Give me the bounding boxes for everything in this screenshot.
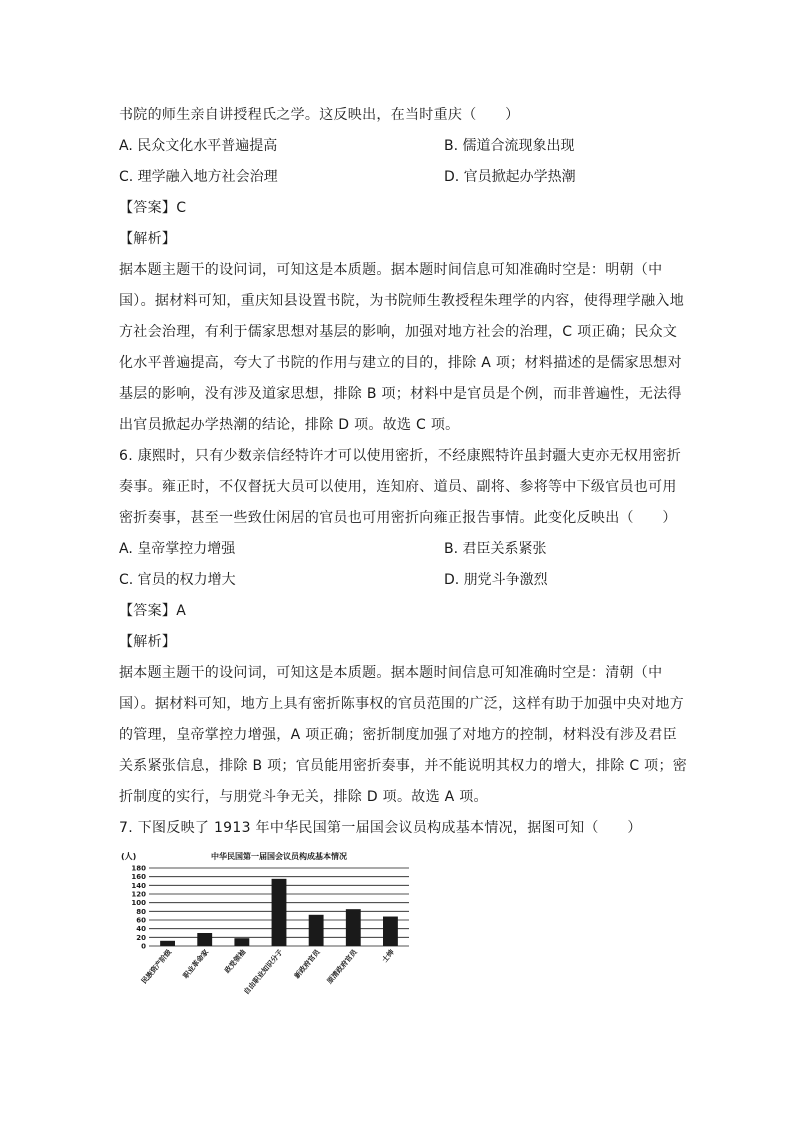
y-tick-label: 20 <box>136 933 146 942</box>
analysis-line: 出官员掀起办学热潮的结论，排除 D 项。故选 C 项。 <box>119 417 460 433</box>
y-tick-label: 0 <box>141 942 146 951</box>
question-6-stem-line: 奏事。雍正时，不仅督抚大员可以使用，连知府、道员、副将、参将等中下级官员也可用 <box>119 479 677 495</box>
x-tick-label: 自由职业知识分子 <box>242 948 285 997</box>
y-axis-label: (人) <box>121 852 137 861</box>
analysis-line: 基层的影响，没有涉及道家思想，排除 B 项；材料中是官员是个例，而非普遍性，无法得 <box>119 386 682 402</box>
question-5-analysis-label: 【解析】 <box>119 231 177 247</box>
question-5-options-row-2 <box>119 162 679 193</box>
y-tick-label: 160 <box>131 873 146 882</box>
option-a[interactable]: A. 皇帝掌控力增强 <box>119 541 236 557</box>
analysis-line: 折制度的实行，与朋党斗争无关，排除 D 项。故选 A 项。 <box>119 789 488 805</box>
y-tick-label: 140 <box>131 881 146 890</box>
bar-1 <box>160 941 175 946</box>
y-tick-label: 180 <box>131 864 146 873</box>
analysis-line: 方社会治理，有利于儒家思想对基层的影响，加强对地方社会的治理，C 项正确；民众文 <box>119 324 678 340</box>
question-6-options-row-1 <box>119 534 679 565</box>
option-d[interactable]: D. 官员掀起办学热潮 <box>444 169 576 185</box>
x-tick-label: 民族资产阶级 <box>139 948 174 986</box>
y-tick-label: 40 <box>136 925 146 934</box>
x-tick-label: 士绅 <box>380 948 396 965</box>
chart-title: 中华民国第一届国会议员构成基本情况 <box>211 852 347 861</box>
question-5-answer: 【答案】C <box>119 200 187 216</box>
question-7-stem: 7. 下图反映了 1913 年中华民国第一届国会议员构成基本情况，据图可知（ ） <box>119 820 642 836</box>
y-tick-label: 120 <box>131 890 146 899</box>
y-tick-label: 100 <box>131 899 146 908</box>
bar-chart-svg <box>119 848 419 998</box>
analysis-line: 据本题主题干的设问词，可知这是本质题。据本题时间信息可知准确时空是：明朝（中 <box>119 262 663 278</box>
question-5-stem: 书院的师生亲自讲授程氏之学。这反映出，在当时重庆（ ） <box>119 107 520 123</box>
y-tick-labels <box>131 865 146 951</box>
analysis-line: 的管理，皇帝掌控力增强，A 项正确；密折制度加强了对地方的控制，材料没有涉及君臣 <box>119 727 678 743</box>
bars <box>160 879 398 946</box>
analysis-line: 关系紧张信息，排除 B 项；官员能用密折奏事，并不能说明其权力的增大，排除 C 项；密 <box>119 758 688 774</box>
analysis-line: 国）。据材料可知，地方上具有密折陈事权的官员范围的广泛，这样有助于加强中央对地方 <box>119 696 684 712</box>
option-b[interactable]: B. 儒道合流现象出现 <box>444 138 575 154</box>
option-d[interactable]: D. 朋党斗争激烈 <box>444 572 548 588</box>
x-tick-labels <box>139 947 396 996</box>
option-c[interactable]: C. 理学融入地方社会治理 <box>119 169 278 185</box>
document-page <box>119 100 688 844</box>
question-6-answer: 【答案】A <box>119 603 187 619</box>
option-c[interactable]: C. 官员的权力增大 <box>119 572 236 588</box>
bar-4 <box>272 879 287 946</box>
analysis-line: 化水平普遍提高，夸大了书院的作用与建立的目的，排除 A 项；材料描述的是儒家思想对 <box>119 355 682 371</box>
analysis-line: 据本题主题干的设问词，可知这是本质题。据本题时间信息可知准确时空是：清朝（中 <box>119 665 663 681</box>
bar-7 <box>383 917 398 946</box>
question-6-options-row-2 <box>119 565 679 596</box>
bar-chart <box>119 848 419 998</box>
analysis-line: 国）。据材料可知，重庆知县设置书院，为书院师生教授程朱理学的内容，使得理学融入地 <box>119 293 684 309</box>
x-tick-label: 新政府官员 <box>293 948 322 981</box>
question-5-options-row-1 <box>119 131 679 162</box>
option-a[interactable]: A. 民众文化水平普遍提高 <box>119 138 278 154</box>
bar-3 <box>234 938 249 946</box>
bar-5 <box>309 915 324 946</box>
x-tick-label: 职业革命家 <box>181 948 211 981</box>
question-6-analysis-label: 【解析】 <box>119 634 177 650</box>
x-tick-label: 原清政府官员 <box>325 948 359 986</box>
bar-6 <box>346 909 361 946</box>
y-tick-label: 60 <box>136 916 146 925</box>
bar-2 <box>197 933 212 946</box>
question-6-stem-line: 密折奏事，甚至一些致仕闲居的官员也可用密折向雍正报告事情。此变化反映出（ ） <box>119 510 677 526</box>
x-tick-label: 政党领袖 <box>223 948 248 975</box>
option-b[interactable]: B. 君臣关系紧张 <box>444 541 547 557</box>
question-6-stem-line: 6. 康熙时，只有少数亲信经特许才可以使用密折，不经康熙特许虽封疆大吏亦无权用密折 <box>119 448 682 464</box>
y-tick-label: 80 <box>136 907 146 916</box>
